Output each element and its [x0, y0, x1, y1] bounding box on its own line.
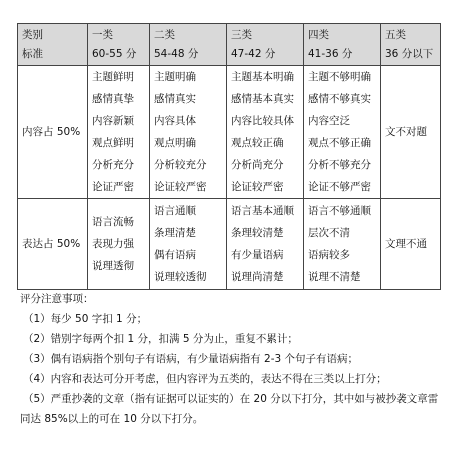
- cell-line: 内容比较具体: [231, 115, 294, 127]
- cell-line: 分析较充分: [154, 159, 207, 171]
- cell-line: 偶有语病: [154, 249, 196, 261]
- cell-content-class-5: [381, 66, 441, 199]
- cell-line: 语言通顺: [154, 205, 196, 217]
- cell-line: 主题不够明确: [308, 71, 371, 83]
- cell-line: 语言不够通顺: [308, 205, 371, 217]
- cell-expression-class-1: [88, 199, 150, 290]
- header-line: 一类: [92, 28, 113, 41]
- cell-line: 感情不够真实: [308, 93, 371, 105]
- note-item-continuation: 同达 85%以上的可在 10 分以下打分。: [20, 413, 204, 425]
- cell-line: 说理透彻: [92, 260, 134, 272]
- header-class-4: [304, 24, 381, 66]
- cell-line: 分析充分: [92, 159, 134, 171]
- note-item: （2）错别字每两个扣 1 分，扣满 5 分为止，重复不累计；: [23, 333, 298, 345]
- header-line: 四类: [308, 28, 329, 41]
- cell-line: 观点不够正确: [308, 137, 371, 149]
- cell-content-class-4: [304, 66, 381, 199]
- cell-line: 分析尚充分: [231, 159, 284, 171]
- cell-line: 主题基本明确: [231, 71, 294, 83]
- cell-line: 内容空泛: [308, 115, 350, 127]
- header-line: 54-48 分: [154, 47, 199, 60]
- table-row-content: [18, 66, 441, 199]
- row-label-content: 内容占 50%: [18, 66, 88, 199]
- cell-line: 观点较正确: [231, 137, 284, 149]
- note-item: （3）偶有语病指个别句子有语病，有少量语病指有 2-3 个句子有语病；: [23, 353, 359, 365]
- cell-content-class-3: [227, 66, 304, 199]
- cell-line: 语言基本通顺: [231, 205, 294, 217]
- note-item: （4）内容和表达可分开考虑，但内容评为五类的，表达不得在三类以上打分；: [23, 373, 387, 385]
- header-class-5: [381, 24, 441, 66]
- cell-line: 论证较严密: [231, 181, 284, 193]
- header-line: 41-36 分: [308, 47, 353, 60]
- header-line: 二类: [154, 28, 175, 41]
- cell-line: 有少量语病: [231, 249, 284, 261]
- note-item: （5）严重抄袭的文章（指有证据可以证实的）在 20 分以下打分，其中如与被抄袭文章雷: [23, 393, 439, 405]
- header-category: [18, 24, 88, 66]
- cell-line: 文不对题: [385, 126, 427, 138]
- header-line: 三类: [231, 28, 252, 41]
- notes-title: 评分注意事项：: [20, 293, 94, 305]
- cell-line: 内容新颖: [92, 115, 134, 127]
- table-header-row: [18, 24, 441, 66]
- scoring-notes: [20, 289, 443, 429]
- cell-expression-class-2: [150, 199, 227, 290]
- cell-line: 语言流畅: [92, 216, 134, 228]
- note-item: （1）每少 50 字扣 1 分；: [23, 313, 148, 325]
- cell-line: 论证较严密: [154, 181, 207, 193]
- header-line: 60-55 分: [92, 47, 137, 60]
- cell-content-class-2: [150, 66, 227, 199]
- cell-expression-class-3: [227, 199, 304, 290]
- header-line: 36 分以下: [385, 47, 434, 60]
- cell-line: 说理不清楚: [308, 271, 361, 283]
- cell-line: 文理不通: [385, 238, 427, 250]
- header-line: 类别: [22, 28, 43, 41]
- row-label-expression: 表达占 50%: [18, 199, 88, 290]
- cell-line: 分析不够充分: [308, 159, 371, 171]
- header-class-1: [88, 24, 150, 66]
- cell-content-class-1: [88, 66, 150, 199]
- cell-line: 说理较透彻: [154, 271, 207, 283]
- cell-line: 观点鲜明: [92, 137, 134, 149]
- cell-line: 论证严密: [92, 181, 134, 193]
- cell-line: 感情真挚: [92, 93, 134, 105]
- header-line: 47-42 分: [231, 47, 276, 60]
- cell-line: 感情基本真实: [231, 93, 294, 105]
- header-line: 五类: [385, 28, 406, 41]
- cell-line: 说理尚清楚: [231, 271, 284, 283]
- header-class-3: [227, 24, 304, 66]
- cell-line: 层次不清: [308, 227, 350, 239]
- cell-expression-class-5: [381, 199, 441, 290]
- cell-line: 内容具体: [154, 115, 196, 127]
- cell-line: 感情真实: [154, 93, 196, 105]
- cell-expression-class-4: [304, 199, 381, 290]
- table-row-expression: [18, 199, 441, 290]
- cell-line: 条理清楚: [154, 227, 196, 239]
- header-line: 标准: [22, 47, 43, 60]
- cell-line: 论证不够严密: [308, 181, 371, 193]
- cell-line: 语病较多: [308, 249, 350, 261]
- cell-line: 观点明确: [154, 137, 196, 149]
- cell-line: 表现力强: [92, 238, 134, 250]
- header-class-2: [150, 24, 227, 66]
- cell-line: 主题鲜明: [92, 71, 134, 83]
- cell-line: 条理较清楚: [231, 227, 284, 239]
- grading-table: [17, 23, 441, 290]
- cell-line: 主题明确: [154, 71, 196, 83]
